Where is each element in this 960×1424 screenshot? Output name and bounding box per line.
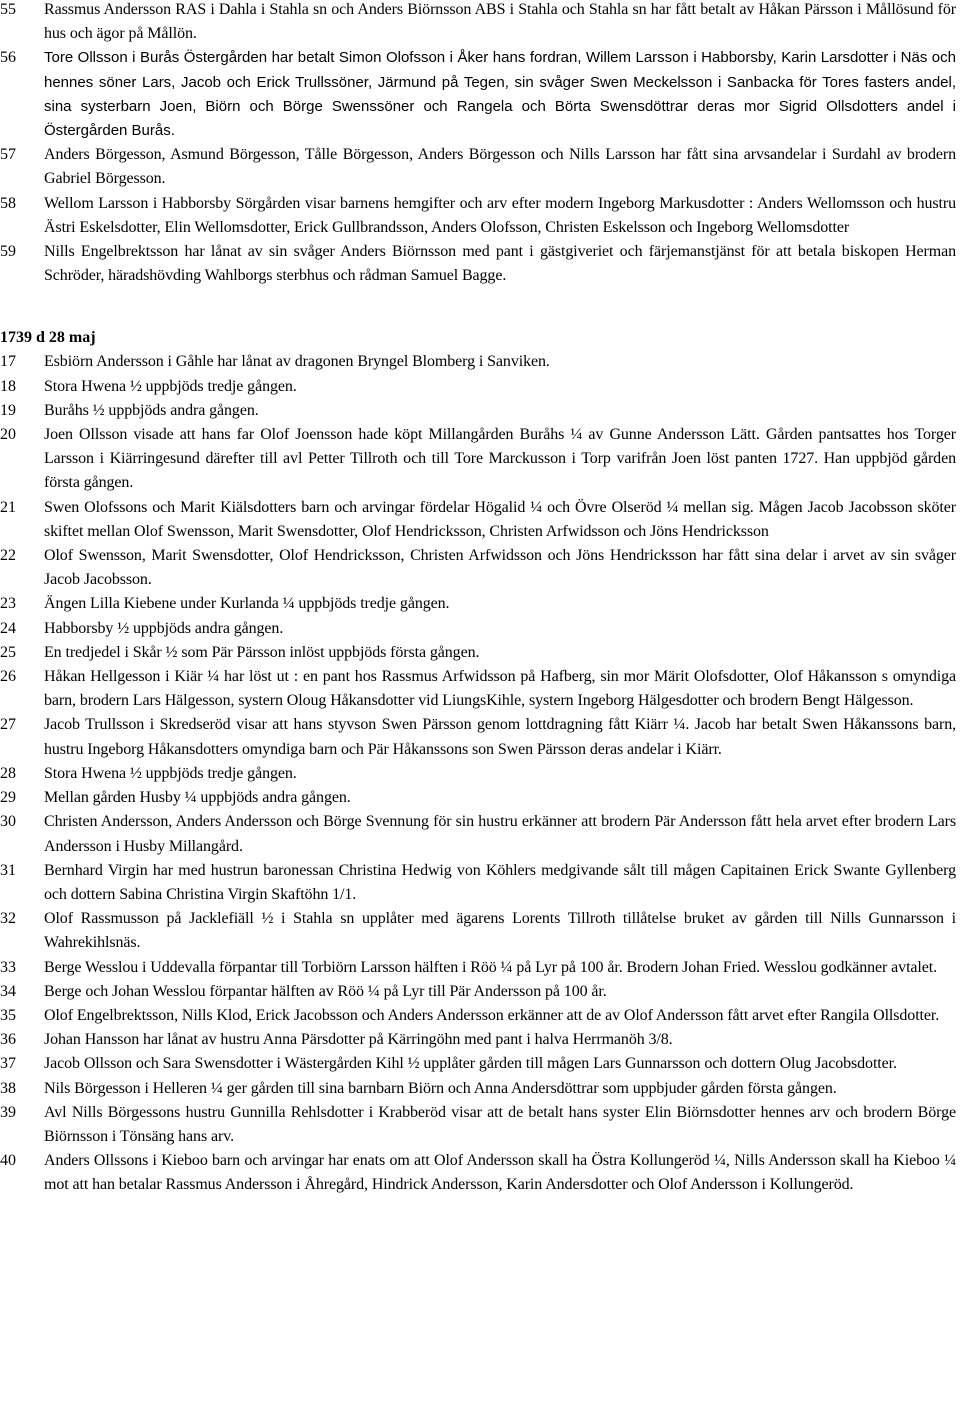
entry-row	[0, 240, 960, 288]
entry-number: 37	[0, 1055, 16, 1073]
entry-number: 32	[0, 910, 16, 928]
entry-number: 18	[0, 377, 16, 395]
entry-number: 17	[0, 353, 16, 371]
entry-number: 27	[0, 716, 16, 734]
entry-number: 36	[0, 1031, 16, 1049]
entry-text: Berge Wesslou i Uddevalla förpantar till Torbiörn Larsson hälften i Röö ¼ på Lyr på 100 år. Brodern Johan Fried. Wesslou godkänner avtalet.	[44, 958, 938, 976]
entries-section-1	[0, 0, 960, 288]
entry-text: Esbiörn Andersson i Gåhle har lånat av dragonen Bryngel Blomberg i Sanviken.	[44, 353, 550, 371]
entry-text: Habborsby ½ uppbjöds andra gången.	[44, 619, 284, 637]
entry-number: 24	[0, 619, 16, 637]
entry-row	[0, 399, 960, 423]
entry-text: Johan Hansson har lånat av hustru Anna Pärsdotter på Kärringöhn med pant i halva Herrmanöh 3/8.	[44, 1031, 673, 1049]
entry-row	[0, 46, 960, 143]
entry-number: 59	[0, 243, 16, 261]
entry-row	[0, 1149, 960, 1197]
entry-text: Buråhs ½ uppbjöds andra gången.	[44, 401, 259, 419]
section-title: 1739 d 28 maj	[0, 329, 96, 347]
entry-row	[0, 350, 960, 374]
entry-text: Christen Andersson, Anders Andersson och Börge Svennung för sin hustru erkänner att brodern Pär Andersson fått hela arvet efter brodern Lars Andersson i Husby Millangård.	[44, 813, 956, 855]
entry-text: Joen Ollsson visade att hans far Olof Joensson hade köpt Millangården Buråhs ¼ av Gunne Andersson Lätt. Gården pantsattes hos Torger Larsson i Kiärringesund därefter till avl Petter Tillroth och till Tore Marckusson i Torp varifrån Joen löst panten 1727. Han uppbjöd gården första gången.	[44, 426, 956, 492]
entry-row	[0, 617, 960, 641]
entry-number: 19	[0, 401, 16, 419]
entry-text: Håkan Hellgesson i Kiär ¼ har löst ut : en pant hos Rassmus Arfwidsson på Hafberg, sin mor Märit Olofsdotter, Olof Håkansson s omyndiga barn, brodern Lars Hälgesson, systern Oloug Håkansdotter vid LiungsKihle, systern Ingeborg Hälgesdotter och brodern Bengt Hälgesson.	[44, 668, 956, 710]
entry-row	[0, 1004, 960, 1028]
entry-number: 23	[0, 595, 16, 613]
entry-text: Ängen Lilla Kiebene under Kurlanda ¼ uppbjöds tredje gången.	[44, 595, 450, 613]
entry-text: Anders Ollssons i Kieboo barn och arvingar har enats om att Olof Andersson skall ha Östra Kollungeröd ¼, Nills Andersson skall ha Kieboo ¼ mot att han betalar Rassmus Andersson i Åhregård, Hindrick Andersson, Karin Andersdotter och Olof Andersson i Kollungeröd.	[44, 1152, 956, 1194]
entry-row	[0, 713, 960, 761]
entry-text: Rassmus Andersson RAS i Dahla i Stahla sn och Anders Biörnsson ABS i Stahla och Stahla sn har fått betalt av Håkan Pärsson i Mållösund för hus och ägor på Mållön.	[44, 1, 956, 43]
entry-number: 39	[0, 1103, 16, 1121]
entry-text: Berge och Johan Wesslou förpantar hälften av Röö ¼ på Lyr till Pär Andersson på 100 år.	[44, 982, 607, 1000]
entry-number: 26	[0, 668, 16, 686]
entry-row	[0, 0, 960, 46]
entry-number: 33	[0, 958, 16, 976]
entry-row	[0, 143, 960, 191]
entry-text: Nills Engelbrektsson har lånat av sin svåger Anders Biörnsson med pant i gästgiveriet och färjemanstjänst för att betala biskopen Herman Schröder, häradshövding Wahlborgs sterbhus och rådman Samuel Bagge.	[44, 243, 956, 285]
entry-row	[0, 1028, 960, 1052]
entry-row	[0, 956, 960, 980]
entry-number: 58	[0, 194, 16, 212]
entry-number: 38	[0, 1079, 16, 1097]
entry-text: Swen Olofssons och Marit Kiälsdotters barn och arvingar fördelar Högalid ¼ och Övre Olseröd ¼ mellan sig. Mågen Jacob Jacobsson sköter skiftet mellan Olof Swensson, Marit Swensdotter, Olof Hendricksson, Christen Arfwidsson och Jöns Hendricksson	[44, 498, 956, 540]
entry-row	[0, 980, 960, 1004]
entry-number: 22	[0, 547, 16, 565]
entry-number: 57	[0, 146, 16, 164]
entry-number: 29	[0, 789, 16, 807]
entry-text: Tore Ollsson i Burås Östergården har betalt Simon Olofsson i Åker hans fordran, Willem Larsson i Habborsby, Karin Larsdotter i Näs och hennes söner Lars, Jacob och Erick Trullssöner, Järmund på Tegen, sin svåger Swen Meckelsson i Sanbacka för Tores fasters andel, sina systerbarn Joen, Biörn och Börge Swenssöner och Rangela och Börta Swensdöttrar deras mor Sigrid Ollsdotters andel i Östergården Burås.	[44, 49, 956, 140]
entry-row	[0, 810, 960, 858]
entry-text: Olof Rassmusson på Jacklefiäll ½ i Stahla sn upplåter med ägarens Lorents Tillroth tillåtelse bruket av gården till Nills Gunnarsson i Wahrekihlsnäs.	[44, 910, 956, 952]
entry-row	[0, 375, 960, 399]
entry-number: 21	[0, 498, 16, 516]
entry-row	[0, 1052, 960, 1076]
entry-row	[0, 1077, 960, 1101]
entry-row	[0, 665, 960, 713]
entry-row	[0, 192, 960, 240]
section-gap	[0, 288, 960, 326]
entries-section-2	[0, 350, 960, 1197]
entry-row	[0, 423, 960, 496]
entry-row	[0, 786, 960, 810]
entry-number: 25	[0, 643, 16, 661]
entry-text: Bernhard Virgin har med hustrun baronessan Christina Hedwig von Köhlers medgivande sålt till mågen Capitainen Erick Swante Gyllenberg och dottern Sabina Christina Virgin Skaftöhn 1/1.	[44, 861, 956, 903]
entry-number: 31	[0, 861, 16, 879]
entry-number: 20	[0, 426, 16, 444]
entry-number: 55	[0, 1, 16, 18]
entry-text: Jacob Trullsson i Skredseröd visar att hans styvson Swen Pärsson genom lottdragning fått Kiärr ¼. Jacob har betalt Swen Håkanssons barn, hustru Ingeborg Håkansdotters omyndiga barn och Pär Håkanssons son Swen Pärsson deras andelar i Kiärr.	[44, 716, 956, 758]
entry-text: Avl Nills Börgessons hustru Gunnilla Rehlsdotter i Krabberöd visar att de betalt hans syster Elin Biörnsdotter hennes arv och brodern Börge Biörnsson i Tönsäng hans arv.	[44, 1103, 956, 1145]
entry-number: 30	[0, 813, 16, 831]
entry-text: Olof Engelbrektsson, Nills Klod, Erick Jacobsson och Anders Andersson erkänner att de av Olof Andersson fått arvet efter Rangila Ollsdotter.	[44, 1006, 940, 1024]
entry-text: Nils Börgesson i Helleren ¼ ger gården till sina barnbarn Biörn och Anna Andersdöttrar som uppbjuder gården första gången.	[44, 1079, 837, 1097]
entry-row	[0, 496, 960, 544]
entry-row	[0, 592, 960, 616]
entry-row	[0, 544, 960, 592]
entry-text: Olof Swensson, Marit Swensdotter, Olof Hendricksson, Christen Arfwidsson och Jöns Hendricksson har fått sina delar i arvet av sin svåger Jacob Jacobsson.	[44, 547, 956, 589]
entry-row	[0, 641, 960, 665]
entry-text: Stora Hwena ½ uppbjöds tredje gången.	[44, 377, 297, 395]
entry-number: 56	[0, 49, 16, 67]
entry-text: Anders Börgesson, Asmund Börgesson, Tålle Börgesson, Anders Börgesson och Nills Larsson har fått sina arvsandelar i Surdahl av brodern Gabriel Börgesson.	[44, 146, 956, 188]
entry-row	[0, 1101, 960, 1149]
entry-text: Stora Hwena ½ uppbjöds tredje gången.	[44, 764, 297, 782]
entry-number: 34	[0, 982, 16, 1000]
entry-row	[0, 859, 960, 907]
entry-text: En tredjedel i Skår ½ som Pär Pärsson inlöst uppbjöds första gången.	[44, 643, 480, 661]
entry-number: 35	[0, 1006, 16, 1024]
entry-row	[0, 762, 960, 786]
entry-row	[0, 907, 960, 955]
entry-text: Mellan gården Husby ¼ uppbjöds andra gången.	[44, 789, 351, 807]
entry-text: Jacob Ollsson och Sara Swensdotter i Wästergården Kihl ½ upplåter gården till mågen Lars Gunnarsson och dottern Olug Jacobsdotter.	[44, 1055, 897, 1073]
entry-number: 40	[0, 1152, 16, 1170]
entry-text: Wellom Larsson i Habborsby Sörgården visar barnens hemgifter och arv efter modern Ingeborg Markusdotter : Anders Wellomsson och hustru Ästri Eskelsdotter, Elin Wellomsdotter, Erick Gullbrandsson, Anders Olofsson, Christen Eskelsson och Ingeborg Wellomsdotter	[44, 194, 956, 236]
entry-number: 28	[0, 764, 16, 782]
